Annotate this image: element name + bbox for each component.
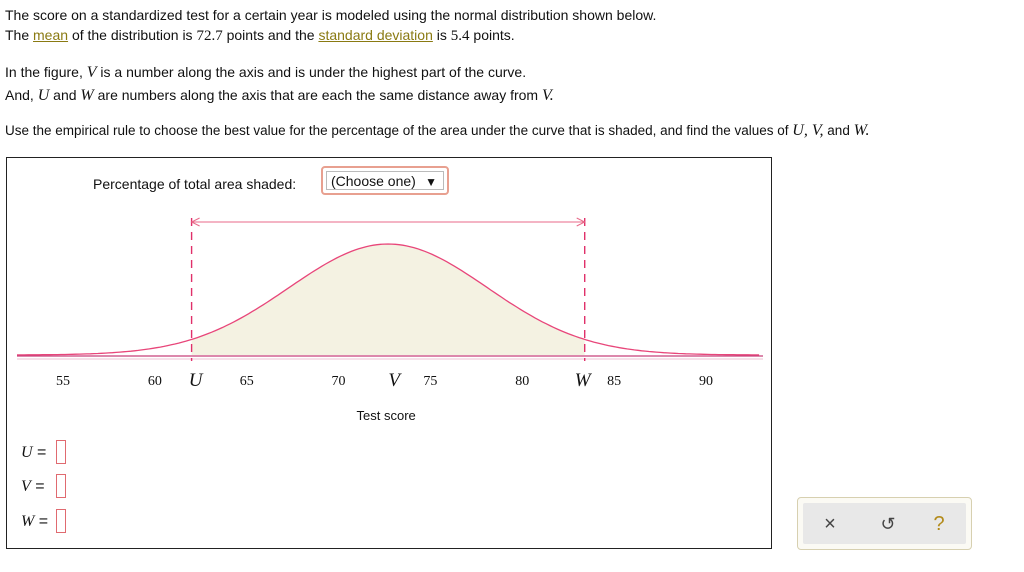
figure-line-2 — [5, 86, 554, 105]
marker-label-w: W — [574, 370, 591, 391]
mean-link[interactable]: mean — [33, 27, 69, 43]
v-answer-input[interactable] — [56, 474, 66, 498]
help-icon[interactable]: ? — [933, 513, 945, 535]
figure-text: In the figure, — [5, 64, 83, 80]
normal-curve-chart — [7, 158, 771, 448]
answer-label-v — [21, 478, 45, 496]
undo-icon[interactable]: ↺ — [880, 514, 896, 534]
answer-toolbar — [797, 497, 972, 550]
var-v: V — [86, 64, 97, 81]
figure-text: and — [53, 87, 77, 103]
answer-var-v: V — [21, 478, 31, 495]
tick-label-85: 85 — [607, 374, 622, 389]
percentage-label: Percentage of total area shaded: — [93, 176, 297, 192]
answer-var-w: W — [21, 513, 35, 530]
tick-label-90: 90 — [698, 374, 713, 389]
instruction-line — [5, 122, 869, 140]
clear-icon[interactable]: × — [824, 513, 836, 535]
marker-label-v: V — [388, 370, 400, 391]
marker-label-u: U — [188, 370, 203, 391]
var-u: U — [37, 87, 50, 104]
w-answer-input[interactable] — [56, 509, 66, 533]
intro-text: points. — [473, 27, 515, 43]
tick-label-65: 65 — [239, 374, 254, 389]
standard-deviation-link[interactable]: standard deviation — [318, 27, 433, 43]
figure-text: is a number along the axis and is under the highest part of the curve. — [100, 64, 527, 80]
answer-eq-u: = — [37, 444, 47, 461]
tick-label-55: 55 — [56, 374, 70, 389]
answer-eq-w: = — [38, 513, 49, 530]
intro-text: of the distribution is — [71, 27, 193, 43]
tick-label-80: 80 — [515, 374, 530, 389]
intro-text: The — [5, 27, 30, 43]
mean-value: 72.7 — [196, 28, 223, 44]
question-panel — [6, 157, 772, 549]
var-v-end: V. — [541, 87, 554, 104]
figure-line-1 — [5, 63, 526, 82]
answer-eq-v: = — [35, 478, 45, 495]
sd-value: 5.4 — [450, 28, 470, 44]
intro-line-2 — [5, 26, 515, 45]
var-w: W — [80, 87, 94, 104]
u-answer-input[interactable] — [56, 440, 66, 464]
toolbar-inner — [803, 503, 966, 544]
instruction-and: and — [827, 123, 850, 138]
intro-line-1 — [5, 6, 656, 24]
tick-label-75: 75 — [423, 374, 438, 389]
percentage-selected-value: (Choose one) — [331, 173, 416, 189]
shaded-area — [192, 244, 585, 355]
tick-label-60: 60 — [147, 374, 162, 389]
tick-label-70: 70 — [331, 374, 346, 389]
x-axis-label: Test score — [356, 408, 416, 423]
figure-text: And, — [5, 87, 34, 103]
figure-text: are numbers along the axis that are each the same distance away from — [97, 87, 539, 103]
answer-label-w — [21, 513, 48, 531]
answer-label-u — [21, 444, 46, 462]
dropdown-arrow-icon: ▼ — [425, 175, 437, 189]
instruction-text: Use the empirical rule to choose the best value for the percentage of the area under the curve that is shaded, and find the values of — [5, 123, 789, 138]
instruction-vars: U, V, — [792, 122, 824, 139]
instruction-last-var: W. — [853, 122, 870, 139]
answer-var-u: U — [21, 444, 33, 461]
intro-text: points and the — [226, 27, 315, 43]
intro-text: The score on a standardized test for a certain year is modeled using the normal distribution shown below. — [5, 7, 657, 23]
intro-text: is — [436, 27, 447, 43]
